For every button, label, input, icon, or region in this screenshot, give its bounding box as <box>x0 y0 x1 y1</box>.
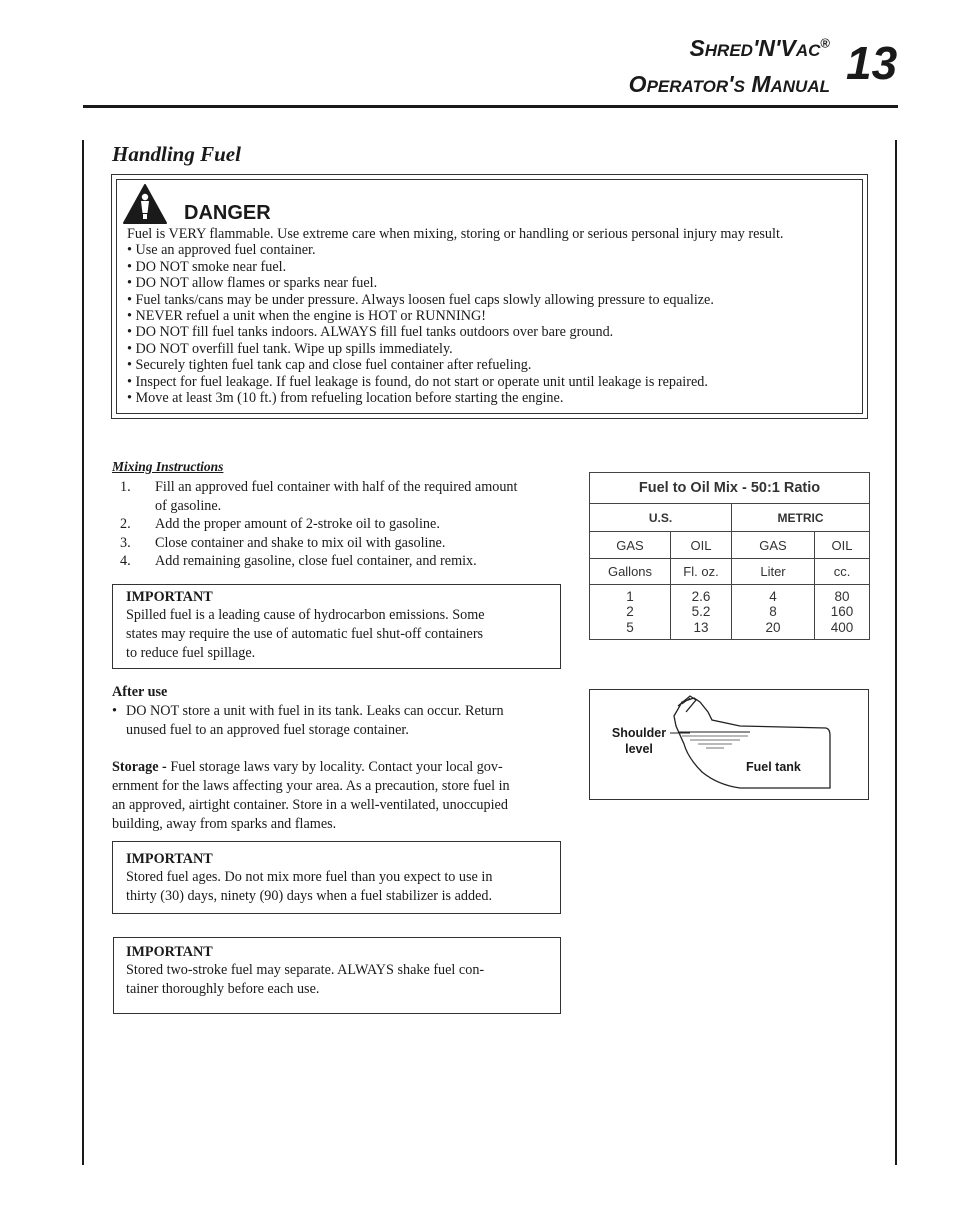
storage-paragraph: Storage - Fuel storage laws vary by locality. Contact your local gov- ernment for the laws affecting your area. As a precaution, store fuel in an approved, airtight container. Store in a well-ventilated, unoccupied building, away from sparks and flames. <box>112 759 510 832</box>
table-cell: 80 160 400 <box>815 585 870 640</box>
warning-triangle-icon <box>122 183 168 230</box>
table-column-header: OIL <box>671 532 732 559</box>
after-use-bullet: • <box>112 703 117 719</box>
list-item: 2. Add the proper amount of 2-stroke oil to gasoline. <box>120 516 440 533</box>
important-line: Stored two-stroke fuel may separate. ALWAYS shake fuel con- <box>126 962 485 978</box>
mixing-steps <box>112 478 562 571</box>
table-unit: Liter <box>732 559 815 585</box>
list-item: 4. Add remaining gasoline, close fuel container, and remix. <box>120 553 477 570</box>
danger-line: • Fuel tanks/cans may be under pressure. Always loosen fuel caps slowly allowing pressure to equalize. <box>127 291 714 308</box>
after-use-text: DO NOT store a unit with fuel in its tank. Leaks can occur. Return unused fuel to an approved fuel storage container. <box>126 703 504 738</box>
table-unit: Gallons <box>590 559 671 585</box>
important-line: tainer thoroughly before each use. <box>126 981 320 997</box>
page-number: 13 <box>846 37 898 89</box>
important-line: states may require the use of automatic fuel shut-off containers <box>126 626 484 642</box>
important-line: Spilled fuel is a leading cause of hydrocarbon emissions. Some <box>126 607 485 623</box>
after-use-title: After use <box>112 684 168 700</box>
danger-line: • NEVER refuel a unit when the engine is HOT or RUNNING! <box>127 308 486 325</box>
mixing-instructions-title: Mixing Instructions <box>112 459 224 474</box>
danger-heading: DANGER <box>184 202 271 224</box>
important-content <box>126 589 551 663</box>
storage-label: Storage - <box>112 759 167 775</box>
fuel-tank-diagram <box>589 689 869 800</box>
right-margin-rule <box>895 140 897 1165</box>
left-margin-rule <box>82 140 84 1165</box>
important-line: Stored fuel ages. Do not mix more fuel than you expect to use in <box>126 869 493 885</box>
danger-line: • DO NOT fill fuel tanks indoors. ALWAYS fill fuel tanks outdoors over bare ground. <box>127 324 614 341</box>
important-title: IMPORTANT <box>126 589 213 605</box>
table-title: Fuel to Oil Mix - 50:1 Ratio <box>590 473 870 504</box>
table-group-header: U.S. <box>590 504 732 532</box>
table-cell: 1 2 5 <box>590 585 671 640</box>
table-column-header: OIL <box>815 532 870 559</box>
important-content <box>126 851 551 906</box>
list-item: 3. Close container and shake to mix oil with gasoline. <box>120 534 446 551</box>
important-line: to reduce fuel spillage. <box>126 645 256 661</box>
danger-line: • Securely tighten fuel tank cap and close fuel container after refueling. <box>127 357 532 374</box>
section-title: Handling Fuel <box>112 142 241 166</box>
important-title: IMPORTANT <box>126 944 213 960</box>
list-item: 1. Fill an approved fuel container with half of the required amount of gasoline. <box>120 479 518 514</box>
fuel-tank-label: Fuel tank <box>746 760 801 774</box>
important-title: IMPORTANT <box>126 851 213 867</box>
danger-line: • Move at least 3m (10 ft.) from refueling location before starting the engine. <box>127 390 564 407</box>
danger-line: • Use an approved fuel container. <box>127 242 316 259</box>
important-line: thirty (30) days, ninety (90) days when a fuel stabilizer is added. <box>126 888 493 904</box>
danger-line: • DO NOT smoke near fuel. <box>127 258 287 275</box>
fuel-oil-mix-table <box>589 472 870 640</box>
table-unit: cc. <box>815 559 870 585</box>
table-column-header: GAS <box>590 532 671 559</box>
table-unit: Fl. oz. <box>671 559 732 585</box>
danger-line: • DO NOT allow flames or sparks near fuel. <box>127 275 378 292</box>
table-cell: 2.6 5.2 13 <box>671 585 732 640</box>
manual-title-line2: OPERATOR'S MANUAL <box>628 71 830 97</box>
header-rule <box>83 105 898 108</box>
danger-line: Fuel is VERY flammable. Use extreme care when mixing, storing or handling or serious personal injury may result. <box>127 226 784 242</box>
danger-text <box>127 226 862 406</box>
danger-line: • Inspect for fuel leakage. If fuel leakage is found, do not start or operate unit until leakage is repaired. <box>127 373 708 390</box>
important-content <box>126 944 551 999</box>
table-column-header: GAS <box>732 532 815 559</box>
danger-line: • DO NOT overfill fuel tank. Wipe up spills immediately. <box>127 340 453 357</box>
shoulder-level-label: Shoulder level <box>611 726 667 756</box>
manual-title-line1: SHRED'N'VAC® <box>689 35 830 61</box>
table-group-header: METRIC <box>732 504 870 532</box>
table-cell: 4 8 20 <box>732 585 815 640</box>
